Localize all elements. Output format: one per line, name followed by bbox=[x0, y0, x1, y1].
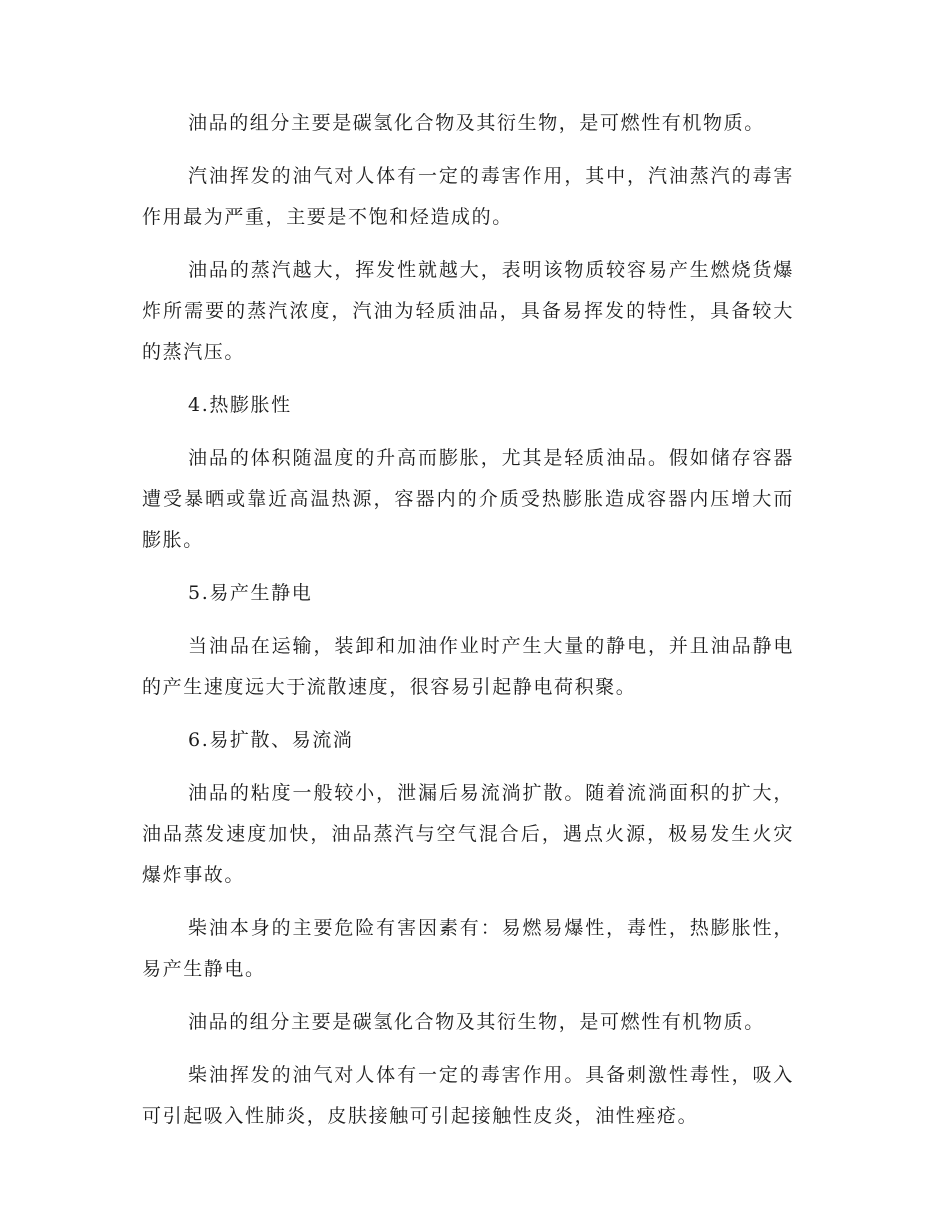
paragraph-gasoline-toxicity: 汽油挥发的油气对人体有一定的毒害作用，其中，汽油蒸汽的毒害作用最为严重，主要是不饱和烃造成的。 bbox=[142, 165, 794, 228]
heading-thermal-expansion: 4.热膨胀性 bbox=[188, 394, 292, 416]
paragraph-diffusion-flow: 油品的粘度一般较小，泄漏后易流淌扩散。随着流淌面积的扩大，油品蒸发速度加快，油品蒸汽与空气混合后，遇点火源，极易发生火灾爆炸事故。 bbox=[142, 782, 794, 886]
paragraph-vapor-volatility: 油品的蒸汽越大，挥发性就越大，表明该物质较容易产生燃烧货爆炸所需要的蒸汽浓度，汽油为轻质油品，具备易挥发的特性，具备较大的蒸汽压。 bbox=[142, 259, 794, 363]
heading-static-electricity: 5.易产生静电 bbox=[188, 582, 313, 604]
paragraph-static-electricity: 当油品在运输，装卸和加油作业时产生大量的静电，并且油品静电的产生速度远大于流散速度，很容易引起静电荷积聚。 bbox=[142, 635, 794, 698]
paragraph-oil-composition-repeat: 油品的组分主要是碳氢化合物及其衍生物，是可燃性有机物质。 bbox=[188, 1011, 765, 1033]
paragraph-diesel-hazards: 柴油本身的主要危险有害因素有：易燃易爆性，毒性，热膨胀性，易产生静电。 bbox=[142, 917, 794, 980]
heading-diffusion-flow: 6.易扩散、易流淌 bbox=[188, 729, 354, 751]
document-page bbox=[142, 103, 794, 1149]
paragraph-thermal-expansion: 油品的体积随温度的升高而膨胀，尤其是轻质油品。假如储存容器遭受暴晒或靠近高温热源，容器内的介质受热膨胀造成容器内压增大而膨胀。 bbox=[142, 447, 794, 551]
paragraph-diesel-toxicity: 柴油挥发的油气对人体有一定的毒害作用。具备刺激性毒性，吸入可引起吸入性肺炎，皮肤接触可引起接触性皮炎，油性痤疮。 bbox=[142, 1064, 794, 1127]
paragraph-oil-composition: 油品的组分主要是碳氢化合物及其衍生物，是可燃性有机物质。 bbox=[188, 112, 765, 134]
